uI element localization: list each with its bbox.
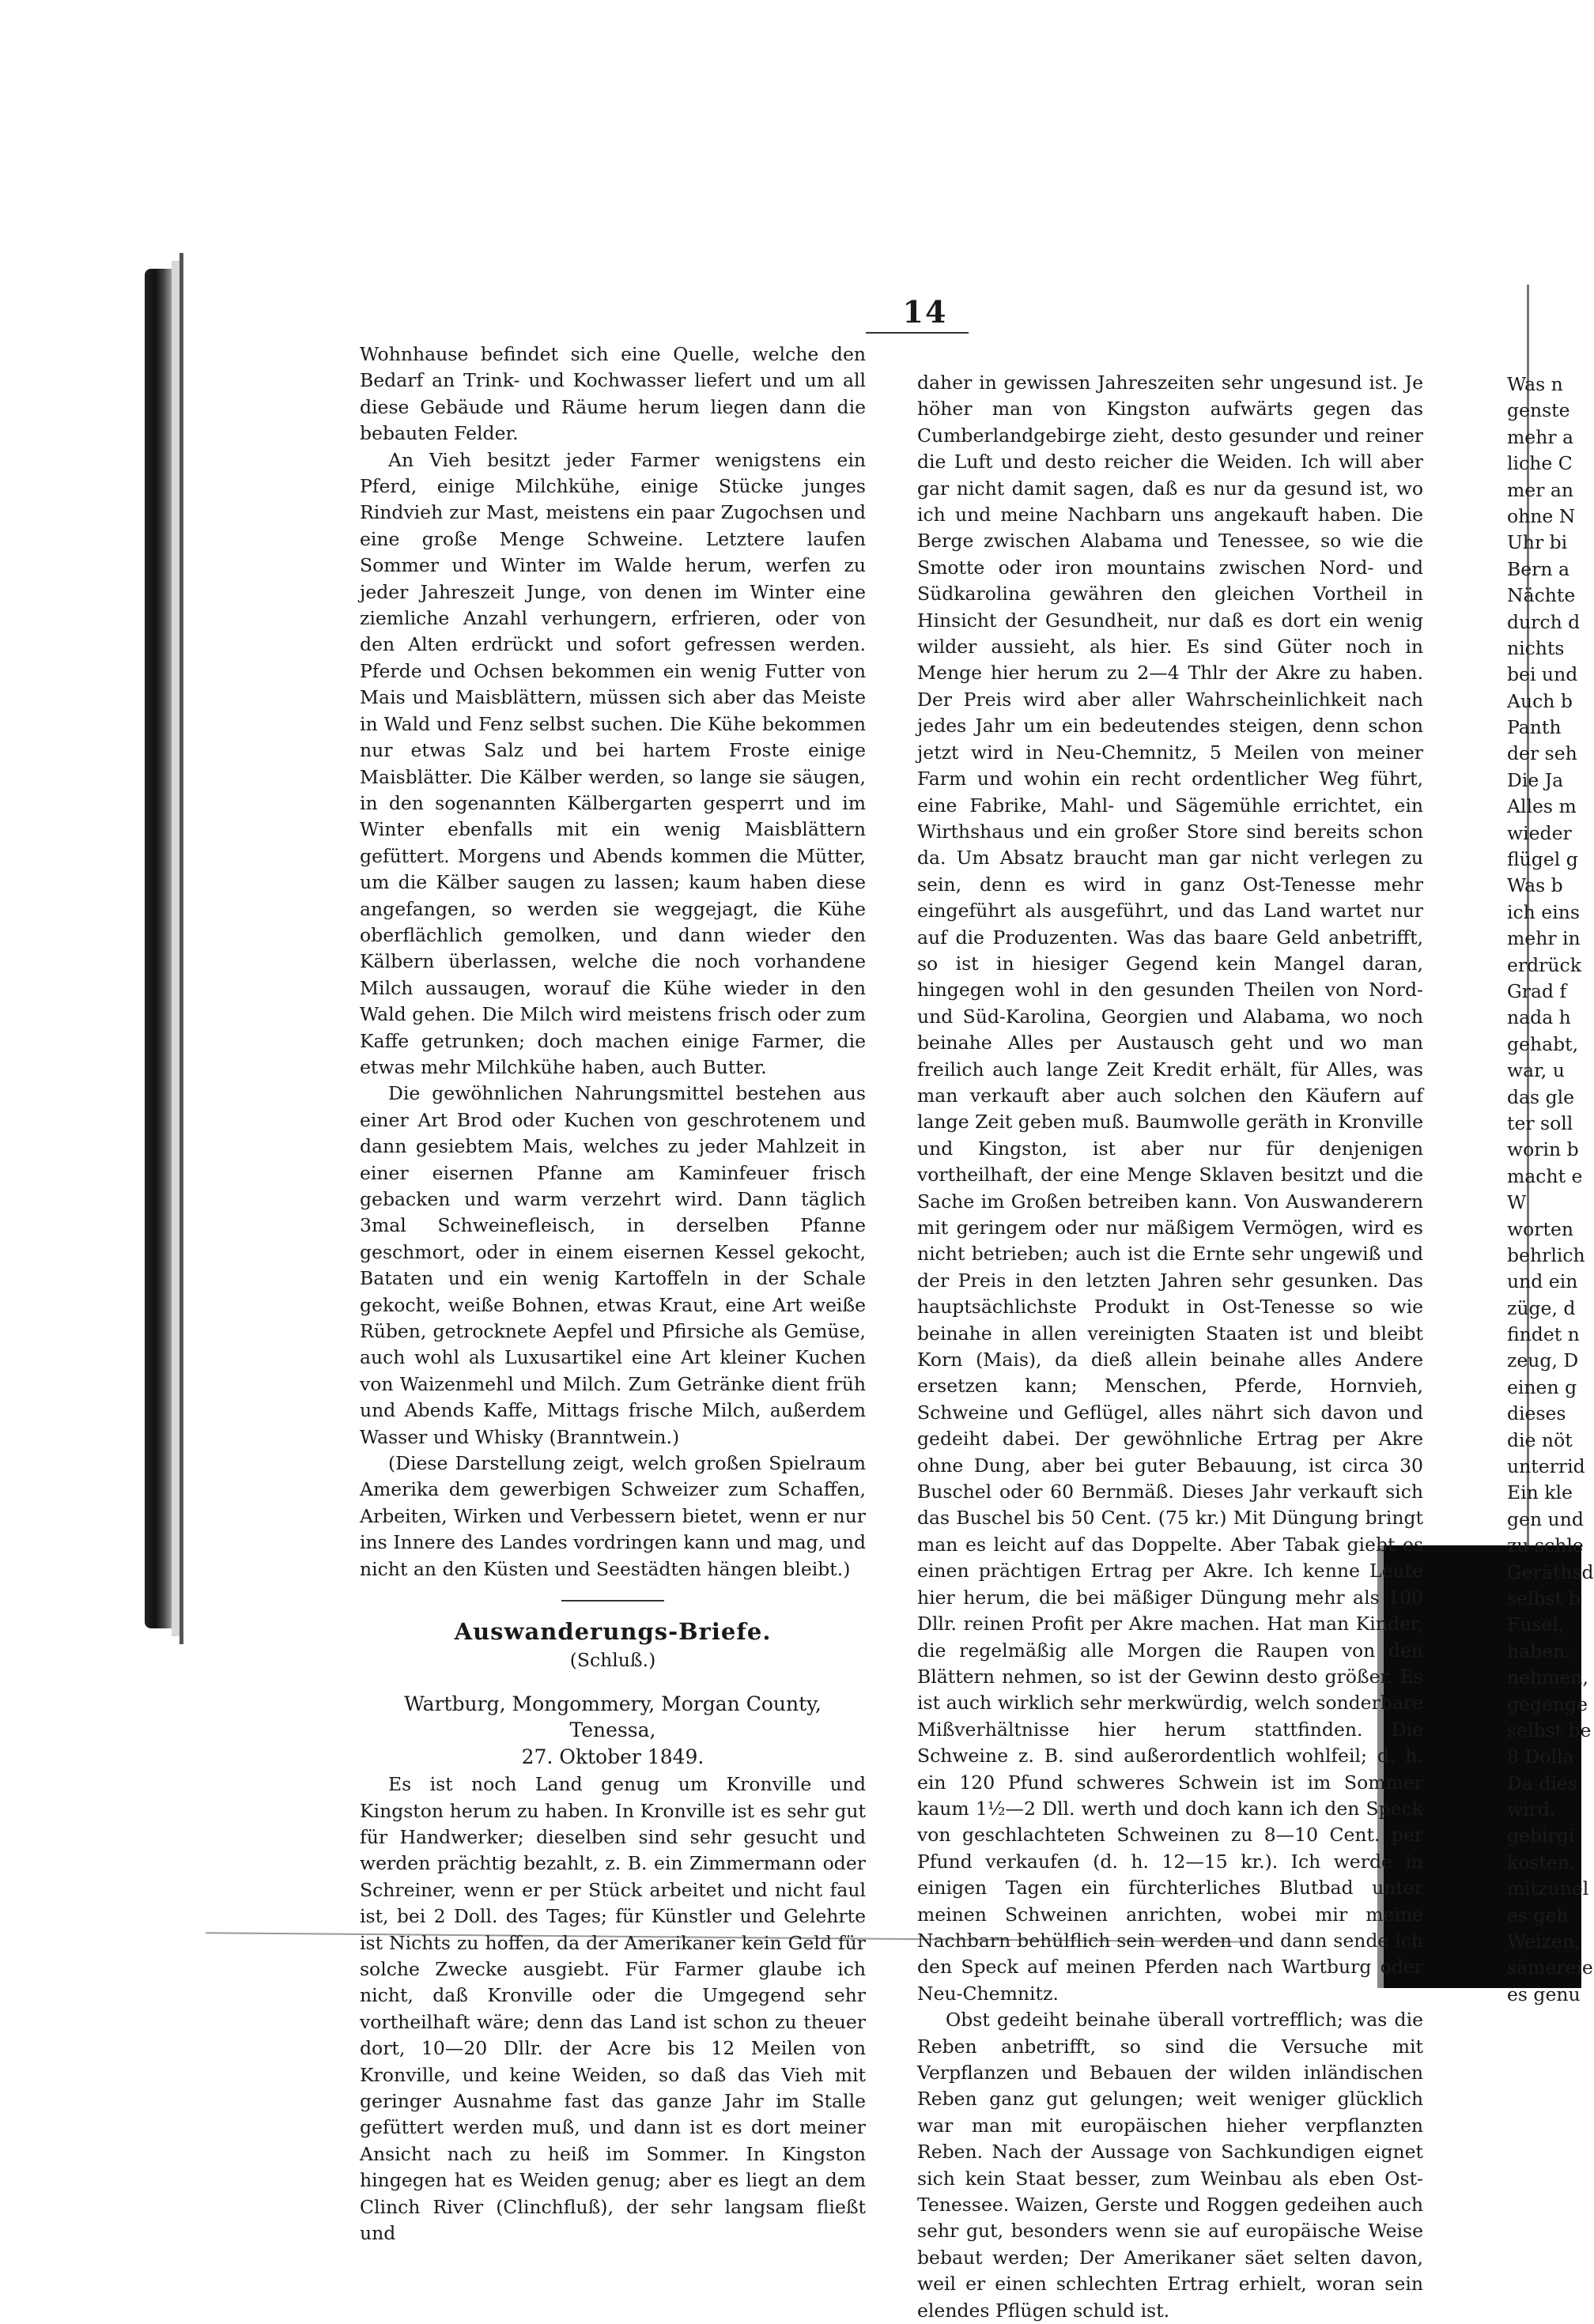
line-fragment: einen g [1507,1375,1577,1398]
line-fragment: unterrid [1507,1455,1585,1478]
previous-page-edge [179,253,183,1644]
line-fragment: es genu [1507,1983,1581,2005]
line-fragment: Geräthsd [1507,1560,1594,1583]
line-fragment: Bern a [1507,557,1570,580]
line-fragment: genste [1507,399,1570,422]
paragraph: Wohnhause befindet sich eine Quelle, welche den Bedarf an Trink- und Kochwasser liefert und um all diese Gebäude und Räume herum liegen dann die bebauten Felder. [360,343,866,445]
line-fragment: Weizen, [1507,1930,1581,1953]
line-fragment: nichts [1507,636,1565,659]
right-column [917,370,1423,2324]
line-fragment: findet n [1507,1323,1580,1346]
next-page-column-fragment [1507,372,1594,2008]
line-fragment: Alles m [1507,795,1577,818]
section-heading: Auswanderungs-Briefe. [454,1618,772,1646]
paragraph: Obst gedeiht beinahe überall vortrefflich; was die Reben anbetrifft, so sind die Versuche mit Verpflanzen und Bebauen der wilden inländischen Reben ganz gut gelungen; weit weniger glücklich war man mit europäischen hieher verpflanzten Reben. Nach der Aussage von Sachkundigen eignet sich kein Staat besser, zum Weinbau als eben Ost-Tenessee. Waizen, Gerste und Roggen gedeihen auch sehr gut, besonders wenn sie auf europäische Weise bebaut werden; Der Amerikaner säet selten davon, weil er einen schlechten Ertrag erhielt, woran sein elendes Pflügen schuld ist. [917,2009,1423,2322]
line-fragment: Fusel, [1507,1613,1565,1636]
line-fragment: bei und [1507,663,1578,686]
line-fragment: selbst be [1507,1718,1592,1741]
line-fragment: dieses [1507,1402,1566,1425]
section-subheading: (Schluß.) [569,1648,656,1671]
line-fragment: macht e [1507,1164,1583,1187]
line-fragment: die nöt [1507,1428,1573,1451]
line-fragment: Uhr bi [1507,531,1568,554]
line-fragment: Da dies [1507,1771,1577,1794]
line-fragment: behrlich [1507,1243,1585,1266]
line-fragment: haben. [1507,1639,1571,1662]
line-fragment: sämereie [1507,1956,1593,1979]
page-number: 14 [902,294,948,330]
line-fragment: worin b [1507,1138,1579,1161]
book-spine [145,269,172,1628]
line-fragment: durch d [1507,610,1581,633]
line-fragment: zu schle [1507,1534,1584,1557]
left-column [360,341,866,2247]
line-fragment: selbst b [1507,1586,1581,1609]
line-fragment: das gle [1507,1085,1575,1108]
line-fragment: war, u [1507,1059,1565,1082]
paragraph: daher in gewissen Jahreszeiten sehr ungesund ist. Je höher man von Kingston aufwärts gegen das Cumberlandgebirge zieht, desto gesunder und reiner die Luft und desto reicher die Weiden. Ich will aber gar nicht damit sagen, daß es nur da gesund ist, wo ich und meine Nachbarn uns angekauft haben. Die Berge zwischen Alabama und Tenessee, so wie die Smotte oder iron mountains zwischen Nord- und Südkarolina gewähren den gleichen Vortheil in Hinsicht der Gesundheit, nur daß es dort ein wenig wilder aussieht, als hier. Es sind Güter noch in Menge hier herum zu 2—4 Thlr der Akre zu haben. Der Preis wird aber aller Wahrscheinlichkeit nach jedes Jahr um ein bedeutendes steigen, denn schon jetzt wird in Neu-Chemnitz, 5 Meilen von meiner Farm und wohin ein recht ordentlicher Weg führt, eine Fabrike, Mahl- und Sägemühle errichtet, ein Wirthshaus und ein großer Store sind bereits schon da. Um Absatz braucht man gar nicht verlegen zu sein, denn es wird in ganz Ost-Tenesse mehr eingeführt als ausgeführt, und das Land wartet nur auf die Produzenten. Was das baare Geld anbetrifft, so ist in hiesiger Gegend kein Mangel daran, hingegen wohl in den gesunden Theilen von Nord- und Süd-Karolina, Georgien und Alabama, wo noch beinahe Alles per Austausch geht und wo man freilich auch lange Zeit Kredit erhält, für Alles, was man verkauft aber auch solchen den Käufern auf lange Zeit geben muß. Baumwolle geräth in Kronville und Kingston, ist aber nur für denjenigen vortheilhaft, der eine Menge Sklaven besitzt und die Sache im Großen betreiben kann. Von Auswanderern mit geringem oder nur mäßigem Vermögen, wird es nicht betrieben; auch ist die Ernte sehr ungewiß und der Preis in den letzten Jahren sehr gesunken. Das hauptsächlichste Produkt in Ost-Tenesse so wie beinahe in allen vereinigten Staaten ist und bleibt Korn (Mais), da dieß allein beinahe alles Andere ersetzen kann; Menschen, Pferde, Hornvieh, Schweine und Geflügel, alles nährt sich davon und gedeiht dabei. Der gewöhnliche Ertrag per Akre ohne Dung, aber bei guter Bebauung, ist circa 30 Buschel oder 60 Bernmäß. Dieses Jahr verkauft sich das Buschel bis 50 Cent. (75 kr.) Mit Düngung bringt man es leicht auf das Doppelte. Aber Tabak giebt es einen prächtigen Ertrag per Akre. Ich kenne Leute hier herum, die bei mäßiger Düngung mehr als 100 Dllr. reinen Profit per Akre machen. Hat man Kinder, die regelmäßig alle Morgen die Raupen von den Blättern nehmen, so ist der Gewinn desto größer. Es ist auch wirklich sehr merkwürdig, welch sonderbare Mißverhältnisse hier herum stattfinden. Die Schweine z. B. sind außerordentlich wohlfeil; d. h. ein 120 Pfund schweres Schwein ist im Sommer kaum 1½—2 Dll. werth und doch kann ich den Speck von geschlachteten Schweinen zu 8—10 Cent. per Pfund verkaufen (d. h. 12—15 kr.). Ich werde in einigen Tagen ein fürchterliches Blutbad unter meinen Schweinen anrichten, wobei mir meine Nachbarn behülflich sein werden und dann sende ich den Speck auf meinen Pferden nach Wartburg oder Neu-Chemnitz. [917,372,1423,2005]
line-fragment: erdrück [1507,953,1581,976]
line-fragment: wieder [1507,821,1572,844]
section-divider [561,1600,664,1602]
line-fragment: züge, d [1507,1296,1576,1319]
line-fragment: es geh [1507,1903,1569,1926]
line-fragment: liche C [1507,452,1573,475]
line-fragment: Auch b [1507,689,1573,712]
line-fragment: zeug, D [1507,1349,1579,1372]
paragraph: (Diese Darstellung zeigt, welch großen Spielraum Amerika dem gewerbigen Schweizer zum Schaffen, Arbeiten, Wirken und Verbessern bietet, wenn er nur ins Innere des Landes vordringen kann und mag, und nicht an den Küsten und Seestädten hängen bleibt.) [360,1452,866,1580]
line-fragment: gegenge [1507,1692,1588,1715]
paragraph: Die gewöhnlichen Nahrungsmittel bestehen aus einer Art Brod oder Kuchen von geschrotenem und dann gesiebtem Mais, welches zu jeder Mahlzeit in einer eisernen Pfanne am Kaminfeuer frisch gebacken und warm verzehrt wird. Dann täglich 3mal Schweinefleisch, in derselben Pfanne geschmort, oder in einem eisernen Kessel gekocht, Bataten und ein wenig Kartoffeln in der Schale gekocht, weiße Bohnen, etwas Kraut, eine Art weiße Rüben, getrocknete Aepfel und Pfirsiche als Gemüse, auch wohl als Luxusartikel eine Art kleiner Kuchen von Waizenmehl und Milch. Zum Getränke dient früh und Abends Kaffe, Mittags frische Milch, außerdem Wasser und Whisky (Branntwein.) [360,1082,866,1448]
line-fragment: worten [1507,1217,1573,1240]
line-fragment: ter soll [1507,1111,1573,1134]
paragraph: An Vieh besitzt jeder Farmer wenigstens ein Pferd, einige Milchkühe, einige Stücke junges Rindvieh zur Mast, meistens ein paar Zugochsen und eine große Menge Schweine. Letztere laufen Sommer und Winter im Walde herum, werfen zu jeder Jahreszeit Junge, von denen im Winter eine ziemliche Anzahl verhungern, erfrieren, oder von den Alten erdrückt und sofort gefressen werden. Pferde und Ochsen bekommen ein wenig Futter von Mais und Maisblättern, müssen sich aber das Meiste in Wald und Fenz selbst suchen. Die Kühe bekommen nur etwas Salz und bei hartem Froste einige Maisblätter. Die Kälber werden, so lange sie säugen, in den sogenannten Kälbergarten gesperrt und im Winter ebenfalls mit ein wenig Maisblättern gefüttert. Morgens und Abends kommen die Mütter, um die Kälber saugen zu lassen; kaum haben diese angefangen, so werden sie weggejagt, die Kühe oberflächlich gemolken, und dann wieder den Kälbern überlassen, welche die noch vorhandene Milch aussaugen, worauf die Kühe wieder in den Wald gehen. Die Milch wird meistens frisch oder zum Kaffe getrunken; doch machen einige Farmer, die etwas mehr Milchkühe haben, auch Butter. [360,448,866,1078]
line-fragment: kosten, [1507,1851,1576,1873]
line-fragment: gehabt, [1507,1032,1579,1055]
line-fragment: mehr a [1507,425,1574,448]
line-fragment: mitzunel [1507,1877,1589,1900]
line-fragment: wird. [1507,1798,1556,1821]
line-fragment: Grad f [1507,979,1567,1002]
line-fragment: Panth [1507,716,1562,739]
line-fragment: Was b [1507,874,1563,897]
letter-date: 27. Oktober 1849. [521,1745,704,1768]
line-fragment: Die Ja [1507,768,1564,791]
line-fragment: Nächte [1507,584,1576,607]
line-fragment: ohne N [1507,504,1576,527]
page-number-rule [866,332,969,334]
line-fragment: der seh [1507,742,1577,765]
line-fragment: W [1507,1191,1527,1214]
line-fragment: gen und [1507,1507,1584,1530]
line-fragment: Was n [1507,373,1563,395]
line-fragment: Ein kle [1507,1481,1573,1504]
line-fragment: gebirgi [1507,1824,1575,1847]
line-fragment: nehmen, [1507,1666,1588,1689]
line-fragment: nada h [1507,1006,1571,1029]
line-fragment: 8 Dolla [1507,1745,1574,1768]
line-fragment: und ein [1507,1270,1578,1293]
line-fragment: mer an [1507,478,1574,501]
line-fragment: mehr in [1507,927,1581,950]
paragraph: Es ist noch Land genug um Kronville und Kingston herum zu haben. In Kronville ist es sehr gut für Handwerker; dieselben sind sehr gesucht und werden prächtig bezahlt, z. B. ein Zimmermann oder Schreiner, wenn er per Stück arbeitet und nicht faul ist, bei 2 Doll. des Tages; für Künstler und Gelehrte ist Nichts zu hoffen, da der Amerikaner kein Geld für solche Zwecke ausgiebt. Für Farmer glaube ich nicht, daß Kronville oder die Umgegend sehr vortheilhaft wäre; denn das Land ist schon zu theuer dort, 10—20 Dllr. der Acre bis 12 Meilen von Kronville, und keine Weiden, so daß das Vieh mit geringer Ausnahme fast das ganze Jahr im Stalle gefüttert werden muß, und dann ist es dort meiner Ansicht nach zu heiß im Sommer. In Kingston hingegen hat es Weiden genug; aber es liegt an dem Clinch River (Clinchfluß), der sehr langsam fließt und [360,1773,866,2245]
letter-dateline: Wartburg, Mongommery, Morgan County, Tenessa, [404,1692,822,1742]
line-fragment: flügel g [1507,848,1578,871]
line-fragment: ich eins [1507,900,1580,923]
spine-edge [172,261,179,1636]
